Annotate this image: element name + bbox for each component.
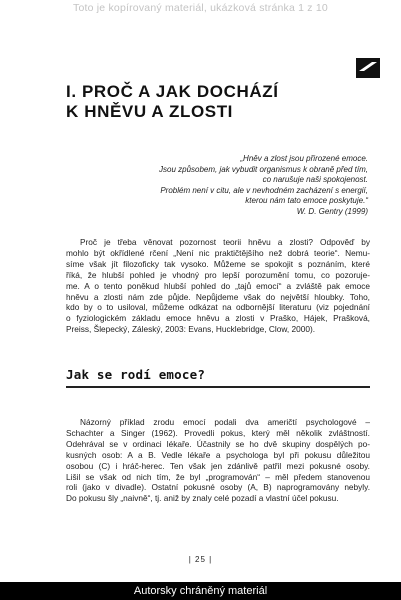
epigraph-line: kterou nám tato emoce poskytuje.“ — [245, 196, 368, 206]
text-line: Lišil se však od nich tím, že byl „programován“ – měl předem stanovenou — [66, 471, 370, 482]
experiment-paragraph — [66, 417, 370, 504]
copyright-footer: Autorsky chráněný materiál — [0, 582, 401, 600]
epigraph-line: „Hněv a zlost jsou přirozené emoce. — [240, 154, 368, 163]
text-line: Proč je třeba věnovat pozornost teorii hněvu a zlosti? Odpověď by — [80, 237, 370, 247]
epigraph-quote — [118, 154, 368, 218]
chapter-title — [66, 82, 366, 122]
text-line: hněvu a zlosti nám zde půjde. Nepůjdeme však do největší hloubky. Toho, — [66, 291, 370, 302]
text-line: osobou (C) i hráč-herec. Ten však jen zdánlivě patřil mezi pokusné osoby. — [66, 460, 370, 471]
epigraph-line: co narušuje naši spokojenost. — [262, 175, 368, 185]
text-line: roli (jako v divadle). Ostatní pokusné osoby (A, B) naprogramovány nebyly. — [66, 482, 370, 493]
page-number: | 25 | — [188, 555, 213, 564]
chapter-marker-icon — [356, 58, 380, 78]
text-line: me. A o tento poněkud hlubší pohled do „tajů emocí“ a zvláště pak emoce — [66, 280, 370, 291]
text-line: Odehrával se v ordinaci lékaře. Účastnily se ho dvě skupiny dospělých po- — [66, 438, 370, 449]
text-line: mohlo být okřídlené rčení „Není nic praktičtějšího než dobrá teorie“. Nemu- — [66, 247, 370, 258]
text-line: Do pokusu šly „naivně“, tj. aniž by znaly celé pozadí a vlastní účel pokusu. — [66, 493, 339, 504]
watermark-text: Toto je kopírovaný materiál, ukázková stránka 1 z 10 — [73, 2, 328, 14]
section-heading — [66, 367, 370, 388]
text-line: o fyziologickém základu emoce hněvu a zlosti v Praško, Hájek, Prašková, — [66, 313, 370, 324]
text-line: kusných osob: A a B. Vedle lékaře a psychologa byl při pokusu důležitou — [66, 449, 370, 460]
text-line: síme však jít filozoficky tak vysoko. Můžeme se spokojit s poznáním, které — [66, 258, 370, 269]
text-line: Preiss, Šlepecký, Záleský, 2003: Evans, Hucklebridge, Clow, 2000). — [66, 324, 316, 335]
text-line: kdo by o to usiloval, můžeme odkázat na odbornější literaturu (viz pojednání — [66, 302, 370, 313]
section-rule — [66, 386, 370, 388]
intro-paragraph — [66, 237, 370, 335]
epigraph-attribution: W. D. Gentry (1999) — [296, 206, 368, 216]
text-line: Názorný příklad zrodu emocí podali dva američtí psychologové – — [80, 417, 370, 427]
chapter-title-line: K HNĚVU A ZLOSTI — [66, 102, 234, 121]
epigraph-line: Jsou způsobem, jak vybudit organismus k obraně před tím, — [159, 164, 368, 174]
section-heading-text: Jak se rodí emoce? — [66, 367, 206, 382]
text-line: říká, že hlubší pohled je vhodný pro lepší porozumění tomu, co pozoruje- — [66, 269, 370, 280]
epigraph-line: Problém není v citu, ale v nevhodném zacházení s energií, — [160, 185, 368, 195]
text-line: Schachter a Singer (1962). Provedli pokus, který měl několik zvláštností. — [66, 427, 370, 438]
chapter-title-line: I. PROČ A JAK DOCHÁZÍ — [66, 82, 279, 101]
